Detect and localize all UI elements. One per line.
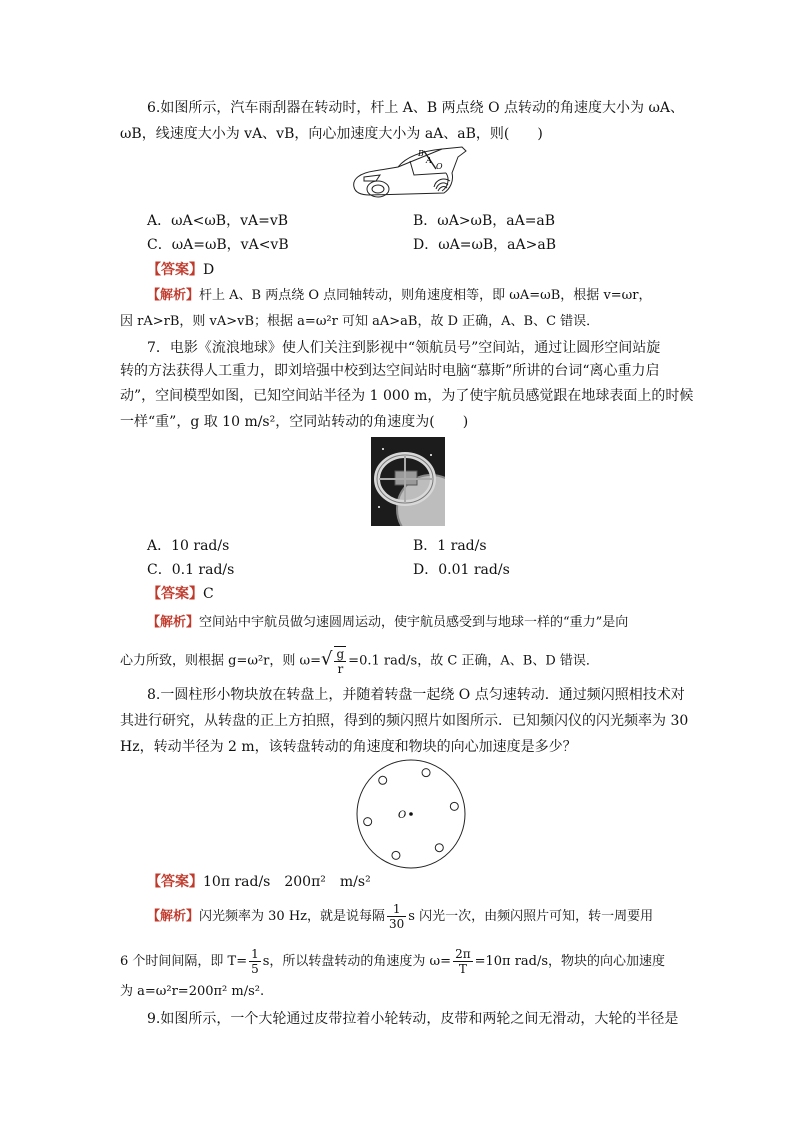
q8-solution-tag: 【解析】 [147,909,200,924]
frac2-num: 1 [251,947,259,961]
q7-line-4: 一样“重”，g 取 10 m/s²，空同站转动的角速度为( ) [120,414,469,430]
q7-solution-line-2 [120,646,599,676]
q6-option-b: B．ωA>ωB，aA=aB [413,213,556,229]
frac3-den: T [458,962,467,976]
q6-option-c: C．ωA=ωB，vA<vB [147,237,289,253]
q8-line-2: 其进行研究，从转盘的正上方拍照，得到的频闪照片如图所示．已知频闪仪的闪光频率为 30 [120,713,689,729]
q6-answer-tag: 【答案】 [147,262,203,278]
q6-line-2: ωB，线速度大小为 vA、vB，向心加速度大小为 aA、aB，则( ) [120,126,543,142]
q8-solution-text-1b: s 闪光一次，由频闪照片可知，转一周要用 [408,909,654,924]
q7-option-c: C．0.1 rad/s [147,562,235,578]
figure-label-b: B [418,149,424,158]
q7-solution-text-2b: =0.1 rad/s，故 C 正确，A、B、D 错误． [348,653,599,669]
sqrt-symbol: √ [321,648,333,670]
q6-solution-line-2: 因 rA>rB，则 vA>vB；根据 a=ω²r 可知 aA>aB，故 D 正确，A、B、C 错误． [120,314,600,329]
strobe-position-dot [364,818,372,826]
q6-option-d: D．ωA=ωB，aA>aB [413,237,557,253]
strobe-position-dot [450,802,458,810]
q7-line-3: 动”，空间模型如图，已知空间站半径为 1 000 m，为了使宇航员感觉跟在地球表面上的时候 [120,388,694,404]
q7-answer-value: C [203,586,214,602]
q8-solution-text-2a: 6 个时间间隔，即 T= [120,954,248,969]
turntable-figure [355,758,467,870]
q7-option-d: D．0.01 rad/s [413,562,510,578]
sqrt-fraction [334,646,346,676]
q9-line-1: 9.如图所示，一个大轮通过皮带拉着小轮转动，皮带和两轮之间无滑动，大轮的半径是 [147,1011,679,1027]
q6-answer [147,261,214,279]
q7-line-1: 7．电影《流浪地球》使人们关注到影视中“领航员号”空间站，通过让圆形空间站旋 [147,340,661,356]
q6-solution-tag: 【解析】 [147,288,200,303]
q8-solution-text-2c: =10π rad/s，物块的向心加速度 [474,954,666,969]
q8-line-3: Hz，转动半径为 2 m，该转盘转动的角速度和物块的向心加速度是多少？ [120,739,577,755]
wiper-car-figure [350,143,468,203]
q7-option-a: A．10 rad/s [147,538,230,554]
q7-line-2: 转的方法获得人工重力，即刘培强中校到达空间站时电脑“慕斯”所讲的台词“离心重力启 [120,363,660,379]
sqrt-den: r [337,662,344,676]
q7-solution-text-2a: 心力所致，则根据 g=ω²r，则 ω= [120,653,321,669]
q7-option-b: B．1 rad/s [413,538,487,554]
q8-solution-text-2b: s，所以转盘转动的角速度为 ω= [262,954,452,969]
q7-solution-line-1 [147,614,628,632]
frac3-num: 2π [455,947,471,961]
fraction-1-5 [249,947,261,976]
frac1-den: 30 [389,917,405,931]
sqrt-num: g [336,647,345,661]
frac2-den: 5 [251,962,259,976]
q7-answer-tag: 【答案】 [147,586,203,602]
q6-solution-text-1: 杆上 A、B 两点绕 O 点同轴转动，则角速度相等，即 ωA=ωB，根据 v=ωr， [199,288,652,303]
figure-label-a: A [426,156,432,165]
strobe-position-dot [392,851,400,859]
q8-solution-line-2 [120,947,665,976]
figure-label-o: O [436,162,443,171]
fraction-2pi-t [453,947,473,976]
q8-answer [147,873,371,891]
fraction-1-30 [387,902,406,931]
q6-solution-line-1 [147,287,652,305]
q7-answer [147,585,214,603]
q7-solution-tag: 【解析】 [147,615,200,630]
q8-solution-text-1a: 闪光频率为 30 Hz，就是说每隔 [199,909,386,924]
space-station-photo [371,437,445,526]
strobe-position-dot [435,844,443,852]
q6-line-1: 6.如图所示，汽车雨刮器在转动时，杆上 A、B 两点绕 O 点转动的角速度大小为 ωA、 [147,100,685,116]
strobe-position-dot [379,776,387,784]
q6-option-a: A．ωA<ωB，vA=vB [147,213,289,229]
q8-answer-value: 10π rad/s 200π² m/s² [203,874,371,890]
turntable-center-label: O [398,810,407,821]
q8-line-1: 8.一圆柱形小物块放在转盘上，并随着转盘一起绕 O 点匀速转动．通过频闪照相技术对 [147,687,685,703]
q6-answer-value: D [203,262,215,278]
q8-answer-tag: 【答案】 [147,874,203,890]
strobe-position-dot [422,769,430,777]
q8-solution-line-1 [147,902,653,931]
q7-solution-text-1: 空间站中宇航员做匀速圆周运动，使宇航员感受到与地球一样的“重力”是向 [199,615,629,630]
q8-solution-line-3: 为 a=ω²r=200π² m/s². [120,984,265,999]
frac1-num: 1 [387,902,406,917]
